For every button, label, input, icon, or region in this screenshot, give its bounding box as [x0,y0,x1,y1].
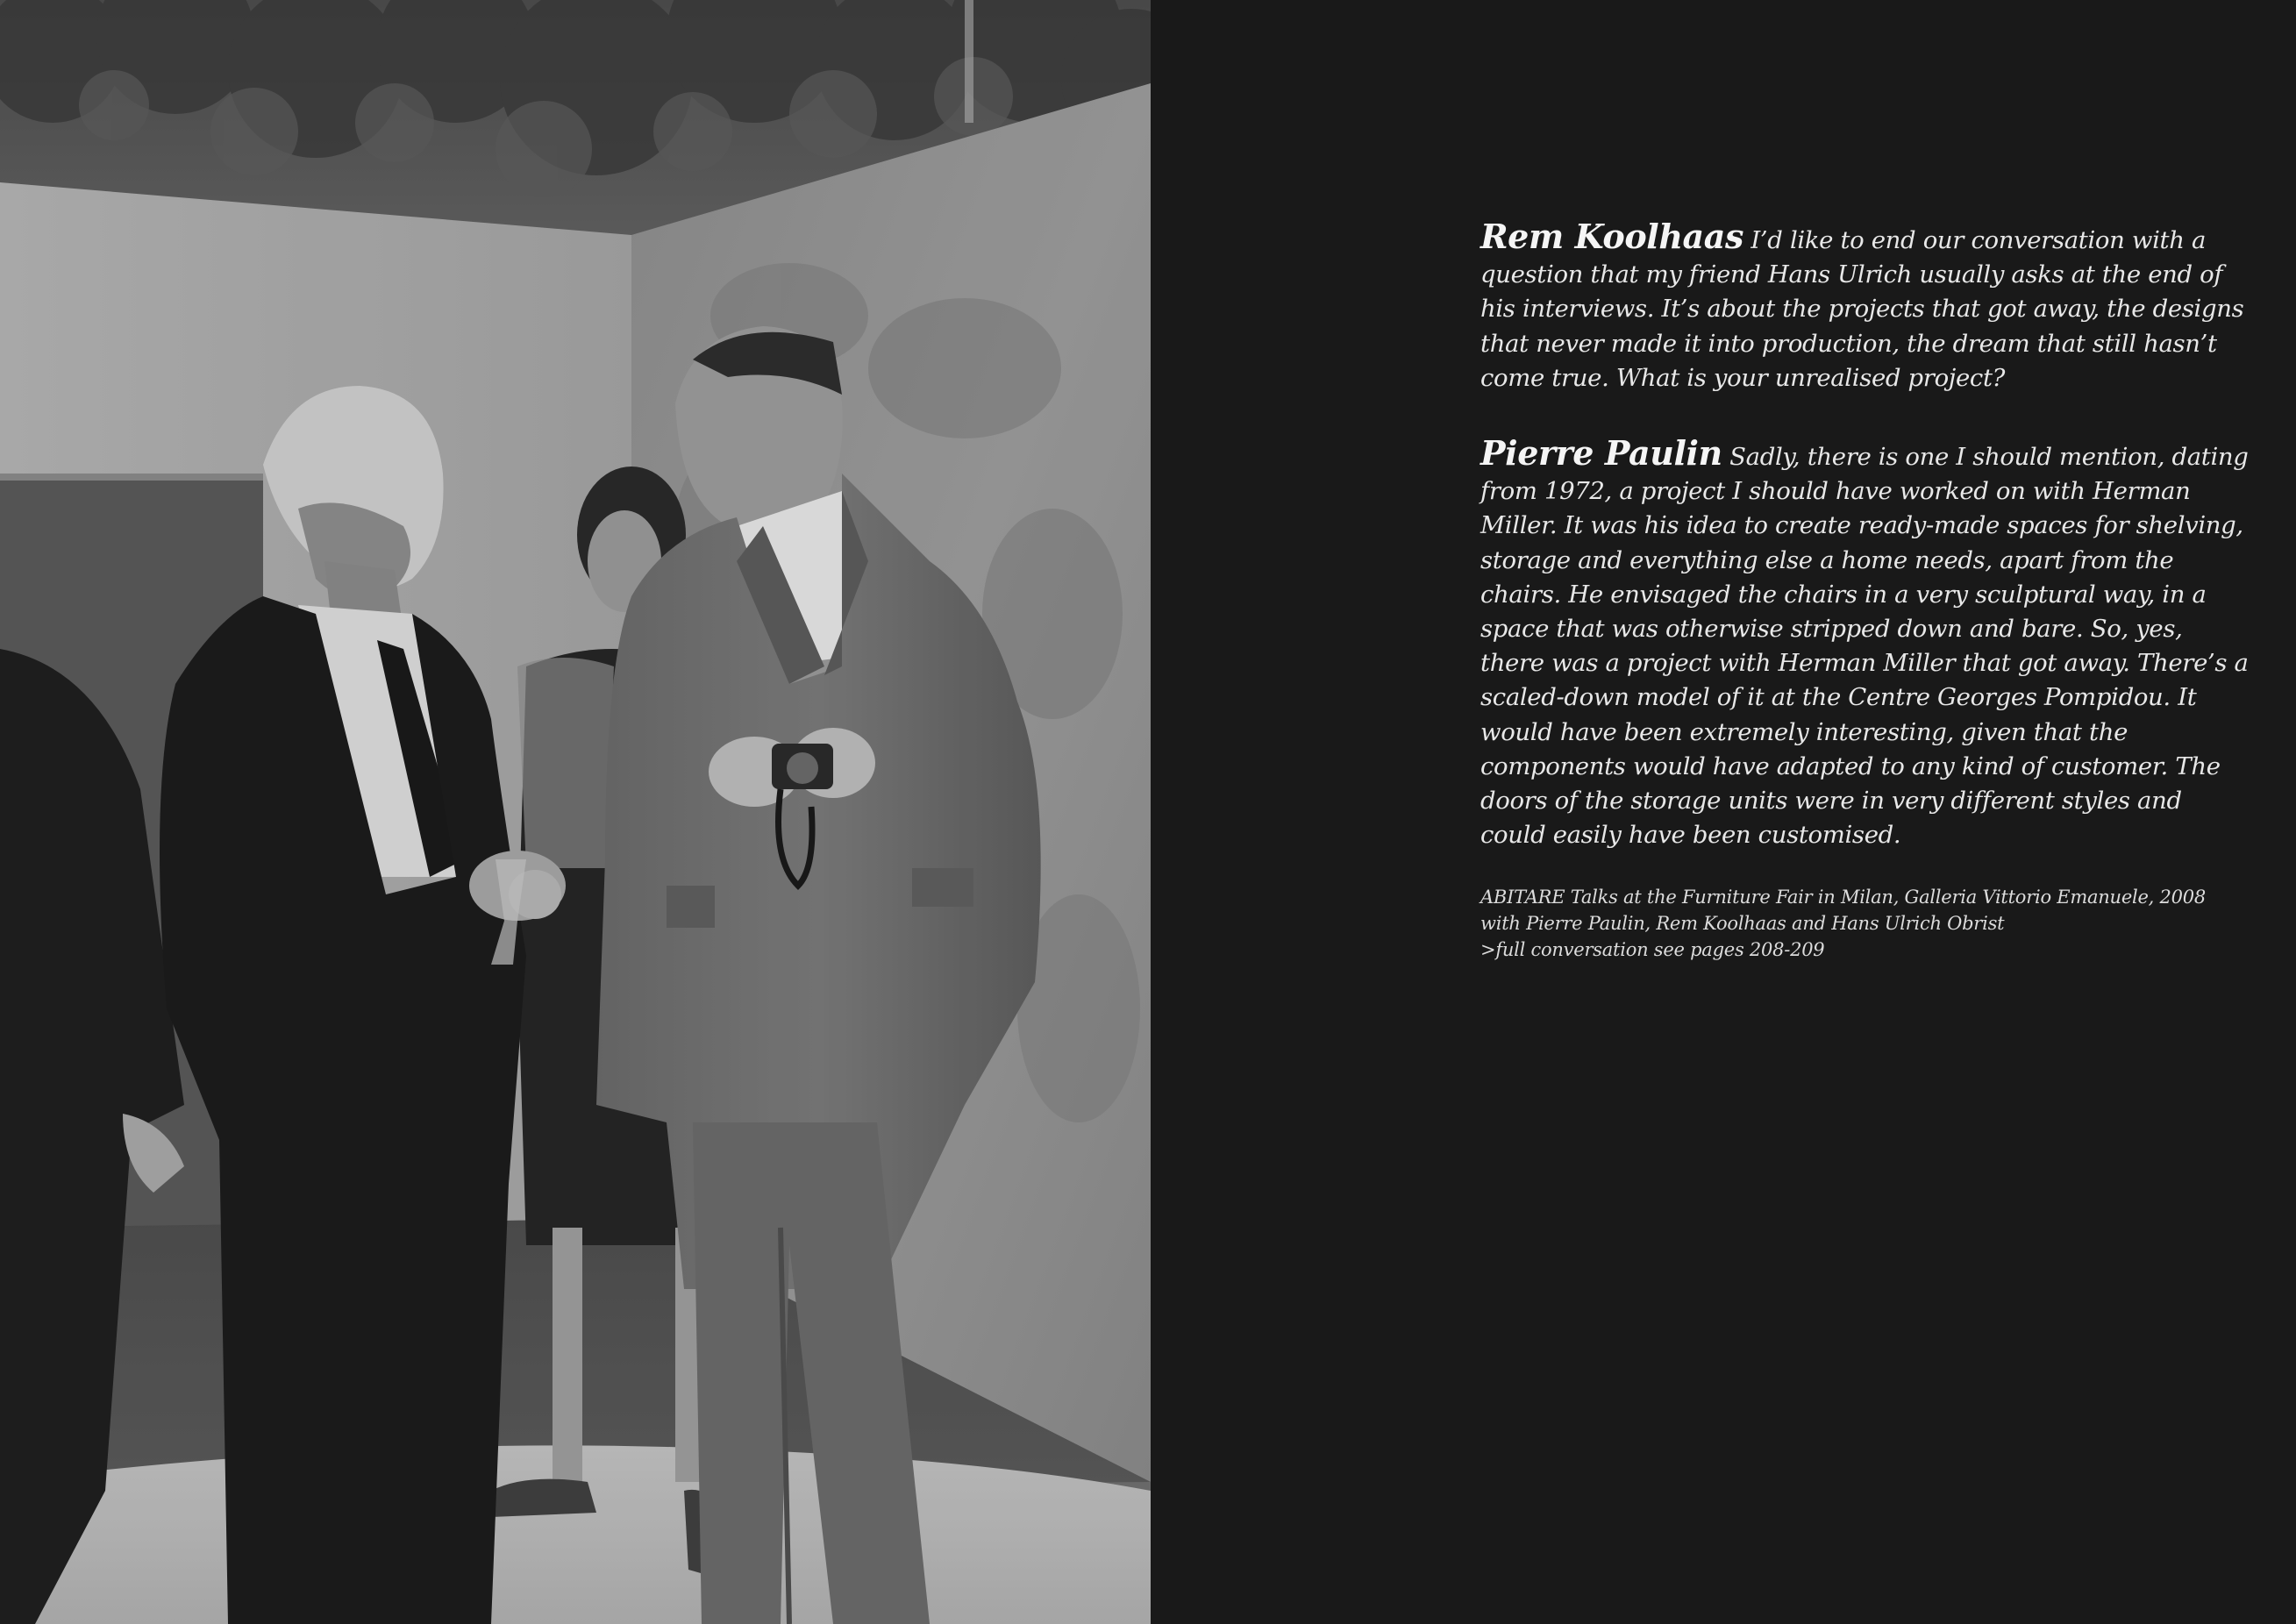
question-paragraph [1480,219,2252,395]
interview-excerpt [1480,219,2252,963]
speaker-name-paulin: Pierre Paulin [1480,433,1722,474]
question-text: I’d like to end our conversation with a question that my friend Hans Ulrich usually asks at the end of his interviews. It’s about the projects that got away, the designs that never made it into production, the dream that still hasn’t come true. What is your unrealised project? [1480,226,2244,392]
credit-line: ABITARE Talks at the Furniture Fair in Milan, Galleria Vittorio Emanuele, 2008 [1480,887,2206,908]
text-page [1151,0,2296,1624]
source-credits [1480,884,2252,963]
answer-text: Sadly, there is one I should mention, dating from 1972, a project I should have worked on with Herman Miller. It was his idea to create ready-made spaces for shelving, storage and everything else a home needs, apart from the chairs. He envisaged the chairs in a very sculptural way, in a space that was otherwise stripped down and bare. So, yes, there was a project with Herman Miller that got away. There’s a scaled-down model of it at the Centre Georges Pompidou. It would have been extremely interesting, given that the components would have adapted to any kind of customer. The doors of the storage units were in very different styles and could easily have been customised. [1480,443,2249,850]
speaker-name-koolhaas: Rem Koolhaas [1480,217,1743,256]
answer-paragraph [1480,433,2252,852]
credit-line: with Pierre Paulin, Rem Koolhaas and Hans Ulrich Obrist [1480,913,2005,935]
page-reference: >full conversation see pages 208-209 [1480,939,1825,961]
